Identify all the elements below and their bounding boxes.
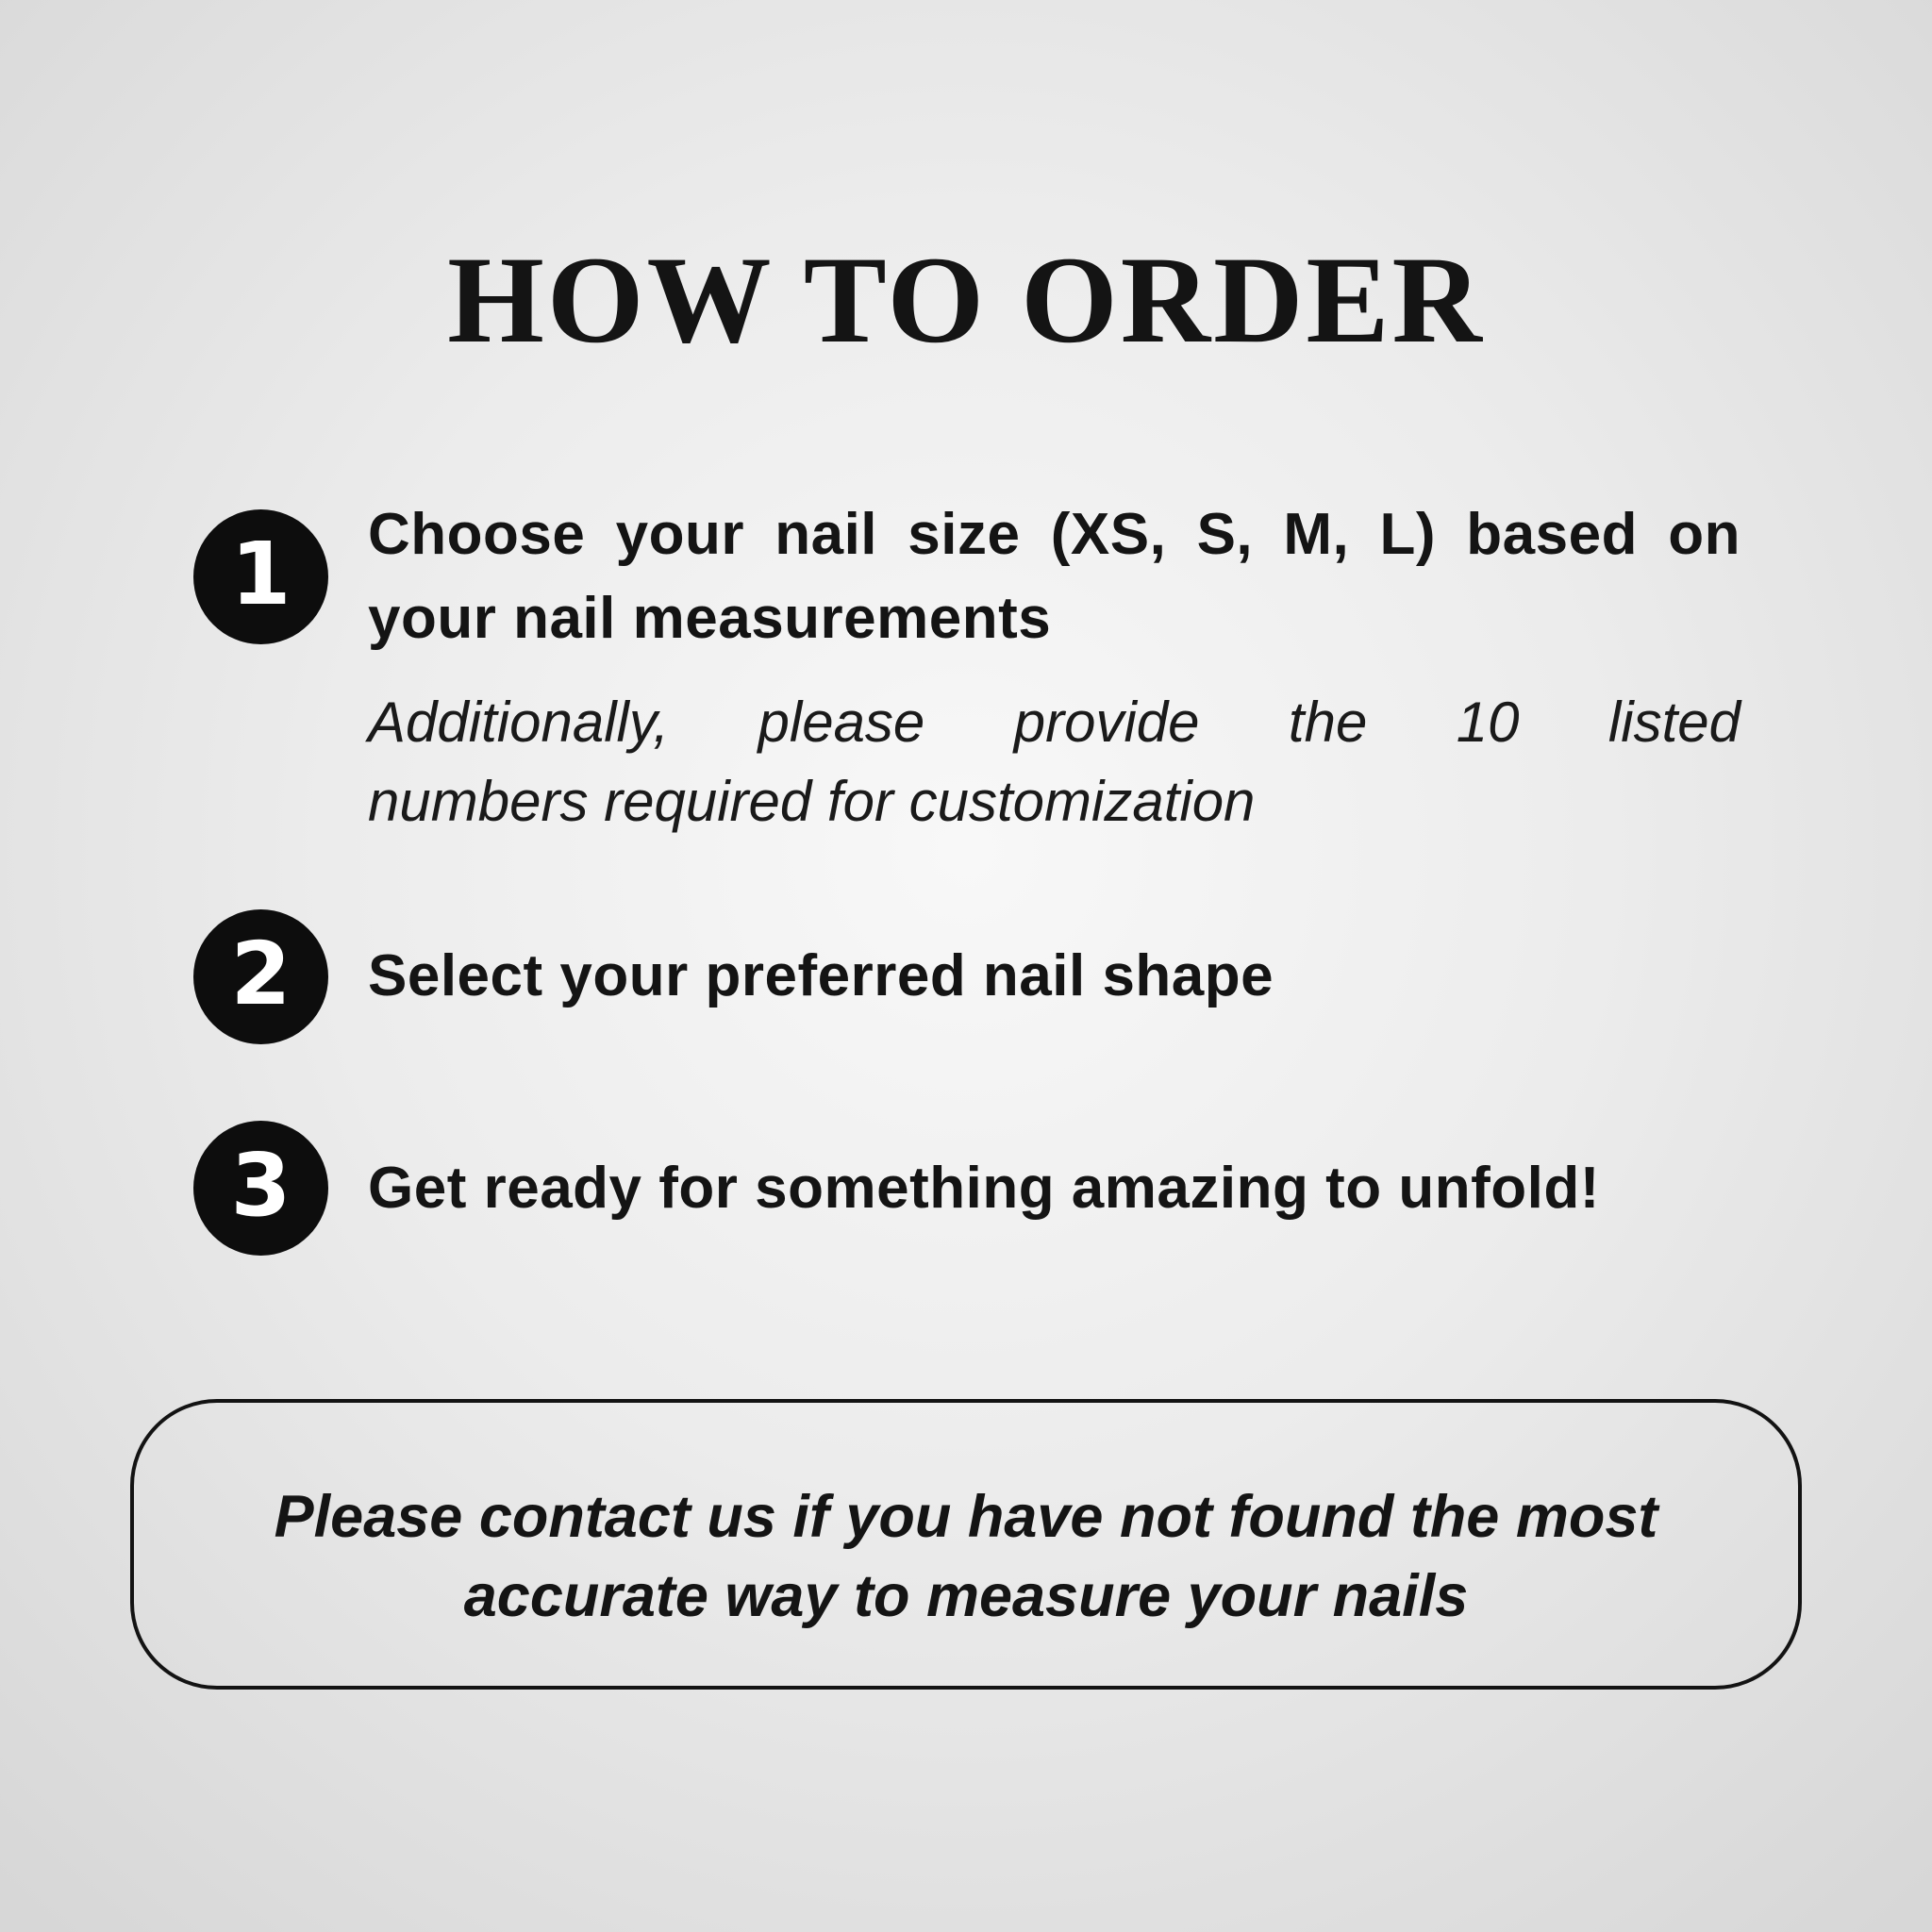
step-1-note [368,683,1740,841]
step-1-number: 1 [230,523,291,625]
step-2-number: 2 [230,923,291,1024]
contact-note-line-2: accurate way to measure your nails [463,1563,1469,1629]
contact-box [130,1399,1802,1690]
step-1-text [368,492,1740,660]
step-3-badge [193,1121,328,1256]
page-title: HOW TO ORDER [447,230,1485,369]
step-1-note-line-1: Additionally, please provide the 10 listed [368,691,1740,754]
step-3-text-line-1: Get ready for something amazing to unfold! [368,1156,1600,1221]
step-1-text-line-1: Choose your nail size (XS, S, M, L) based on [368,502,1740,567]
step-2-badge [193,909,328,1044]
step-1-text-line-2: your nail measurements [368,586,1052,651]
step-1-badge [193,509,328,644]
step-3-number: 3 [230,1134,291,1236]
contact-note-line-1: Please contact us if you have not found the most [274,1484,1658,1550]
step-2-text [368,934,1740,1018]
step-3-text [368,1146,1740,1230]
step-2-text-line-1: Select your preferred nail shape [368,943,1274,1008]
step-1-note-line-2: numbers required for customization [368,770,1256,833]
